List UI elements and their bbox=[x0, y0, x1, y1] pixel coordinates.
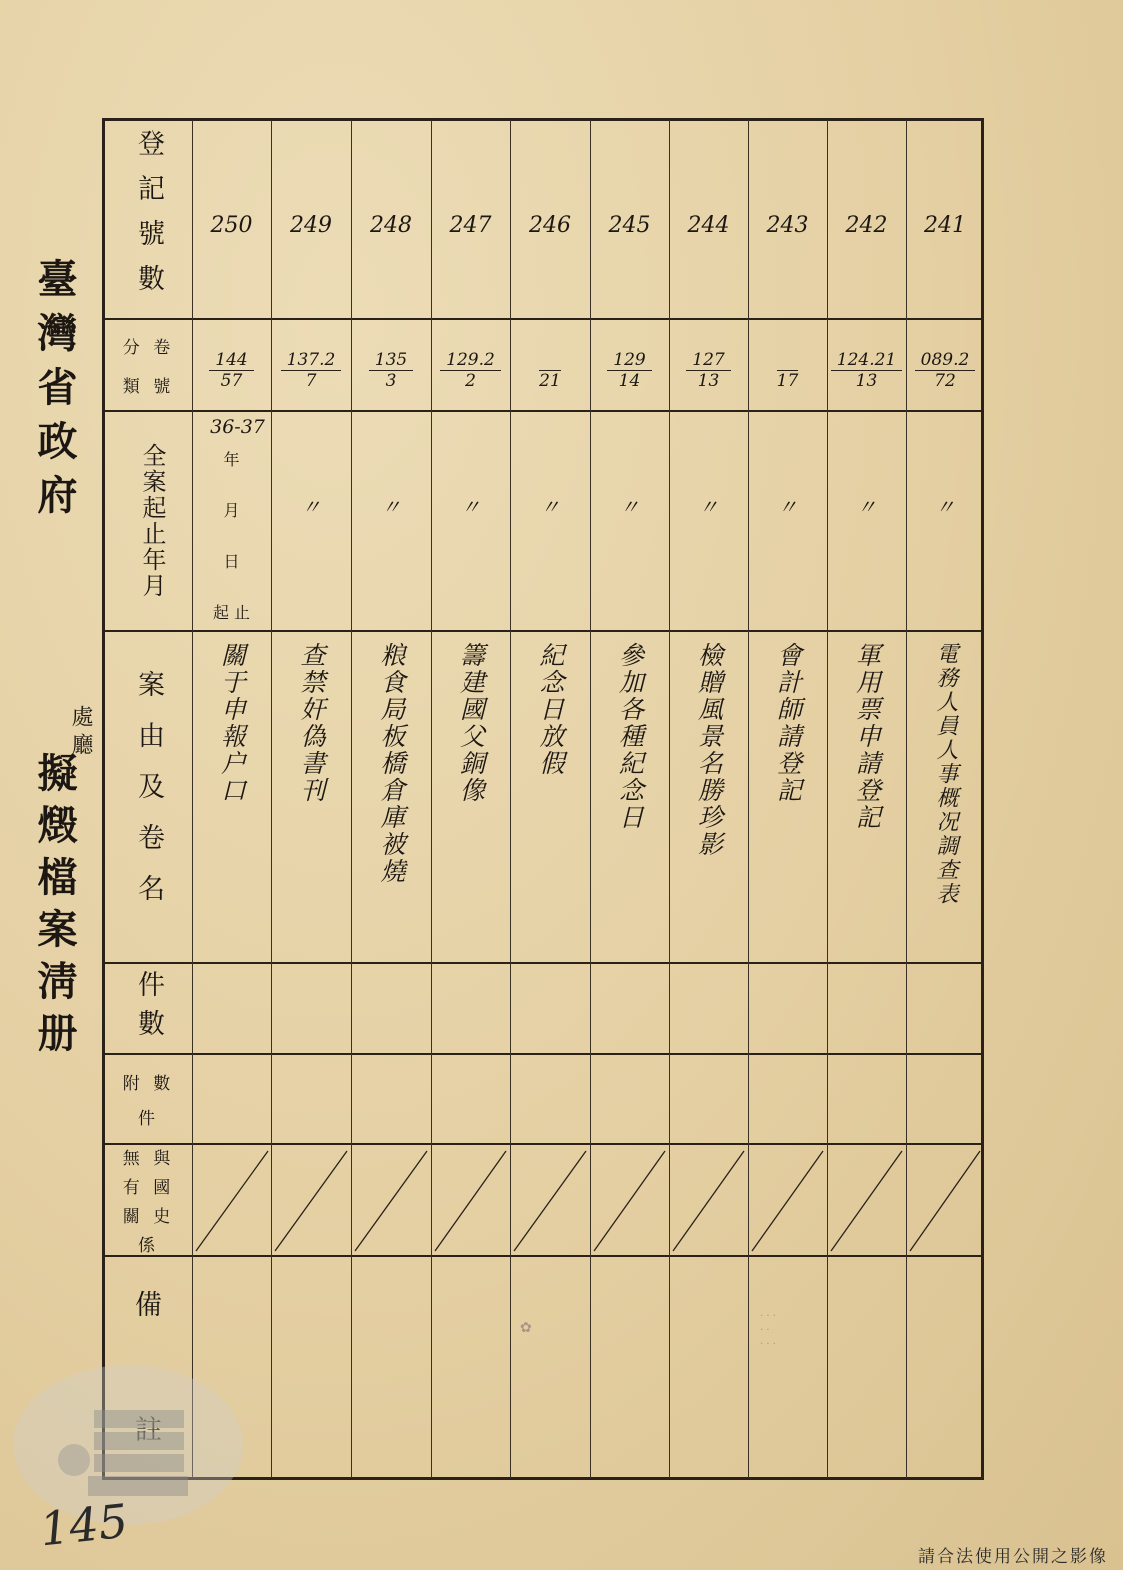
subject-cell: 參加各種紀念日 bbox=[615, 642, 645, 831]
subject-cell: 查禁奸偽書刊 bbox=[297, 642, 326, 804]
class-no-cell: 124.21 13 bbox=[827, 340, 906, 400]
period-cell: 〃 bbox=[619, 494, 640, 519]
diagonal-strike bbox=[355, 1151, 427, 1251]
subject-cell: 關于申報户口 bbox=[217, 642, 247, 804]
diagonal-strike bbox=[910, 1151, 980, 1251]
class-no-cell: 129 14 bbox=[590, 340, 669, 400]
reg-no-cell: 246 bbox=[529, 212, 571, 238]
period-cell: 〃 bbox=[540, 494, 560, 519]
period-cell: 〃 bbox=[301, 494, 321, 519]
reg-no-cell: 247 bbox=[449, 212, 492, 238]
row-divider bbox=[102, 1053, 984, 1055]
subject-cell: 軍用票申請登記 bbox=[852, 642, 882, 831]
class-no-cell: 21 bbox=[510, 340, 590, 400]
subject-cell: 紀念日放假 bbox=[536, 642, 565, 777]
class-no-cell: 137.2 7 bbox=[271, 340, 351, 400]
row-divider bbox=[102, 962, 984, 964]
header-attachments: 附 數 件 bbox=[122, 1074, 175, 1129]
reg-no-cell: 243 bbox=[766, 212, 809, 238]
usage-notice: 請合法使用公開之影像 bbox=[918, 1547, 1108, 1567]
class-no-cell: 135 3 bbox=[351, 340, 431, 400]
diagonal-strike bbox=[752, 1151, 823, 1251]
reg-no-cell: 242 bbox=[845, 212, 888, 238]
faint-stamp-mark: · · · · · · · · bbox=[760, 1311, 776, 1350]
header-count: 件數 bbox=[133, 969, 164, 1048]
row-divider bbox=[102, 1255, 984, 1257]
class-no-cell: 144 57 bbox=[192, 340, 271, 400]
reg-no-cell: 250 bbox=[210, 212, 253, 238]
reg-no-cell: 248 bbox=[370, 212, 412, 238]
history-relevance-strikes bbox=[192, 1145, 984, 1255]
subject-cell: 檢贈風景名勝珍影 bbox=[694, 642, 724, 858]
class-no-cell: 127 13 bbox=[669, 340, 748, 400]
header-subject: 案由及卷名 bbox=[133, 669, 164, 925]
period-cell: 〃 bbox=[856, 494, 877, 519]
header-reg-no: 登記號數 bbox=[133, 129, 164, 309]
subject-cell: 電務人員人事概况調查表 bbox=[933, 642, 958, 906]
diagonal-strike bbox=[831, 1151, 902, 1251]
diagonal-strike bbox=[514, 1151, 586, 1251]
subject-cell: 會計師請登記 bbox=[773, 642, 803, 804]
header-period: 全案起止年月 bbox=[138, 443, 166, 599]
diagonal-strike bbox=[594, 1151, 665, 1251]
class-no-cell: 129.2 2 bbox=[431, 340, 510, 400]
header-class-no: 分 卷 類 號 bbox=[122, 338, 175, 397]
page-number: 145 bbox=[37, 1493, 131, 1557]
reg-no-cell: 244 bbox=[687, 212, 730, 238]
diagonal-strike bbox=[435, 1151, 506, 1251]
header-remarks: 備 註 bbox=[135, 1290, 162, 1446]
diagonal-strike bbox=[275, 1151, 347, 1251]
reg-no-cell: 249 bbox=[290, 212, 332, 238]
row-divider bbox=[102, 318, 984, 320]
period-labels: 年 月 日 起 止 bbox=[212, 450, 251, 622]
period-cell: 〃 bbox=[935, 494, 955, 519]
side-subtitle: 擬燬檔案淸册 bbox=[31, 752, 78, 1064]
class-no-cell: 17 bbox=[748, 340, 827, 400]
period-cell: 〃 bbox=[381, 494, 401, 519]
period-cell: 〃 bbox=[460, 494, 481, 519]
diagonal-strike bbox=[196, 1151, 268, 1251]
subject-cell: 粮食局板橋倉庫被燒 bbox=[377, 642, 406, 885]
subject-cell: 籌建國父銅像 bbox=[456, 642, 486, 804]
reg-no-cell: 241 bbox=[924, 212, 966, 238]
side-office-label: 處廳 bbox=[68, 705, 93, 761]
header-history-relevance: 無 與 有 國 關 史 係 bbox=[122, 1149, 175, 1256]
side-title: 臺灣省政府 bbox=[31, 258, 78, 528]
period-cell: 36-37 bbox=[210, 416, 265, 438]
period-cell: 〃 bbox=[698, 494, 719, 519]
period-cell: 〃 bbox=[777, 494, 798, 519]
diagonal-strike bbox=[673, 1151, 744, 1251]
faint-stamp-mark: ✿ bbox=[520, 1320, 532, 1336]
reg-no-cell: 245 bbox=[608, 212, 651, 238]
class-no-cell: 089.2 72 bbox=[906, 340, 984, 400]
